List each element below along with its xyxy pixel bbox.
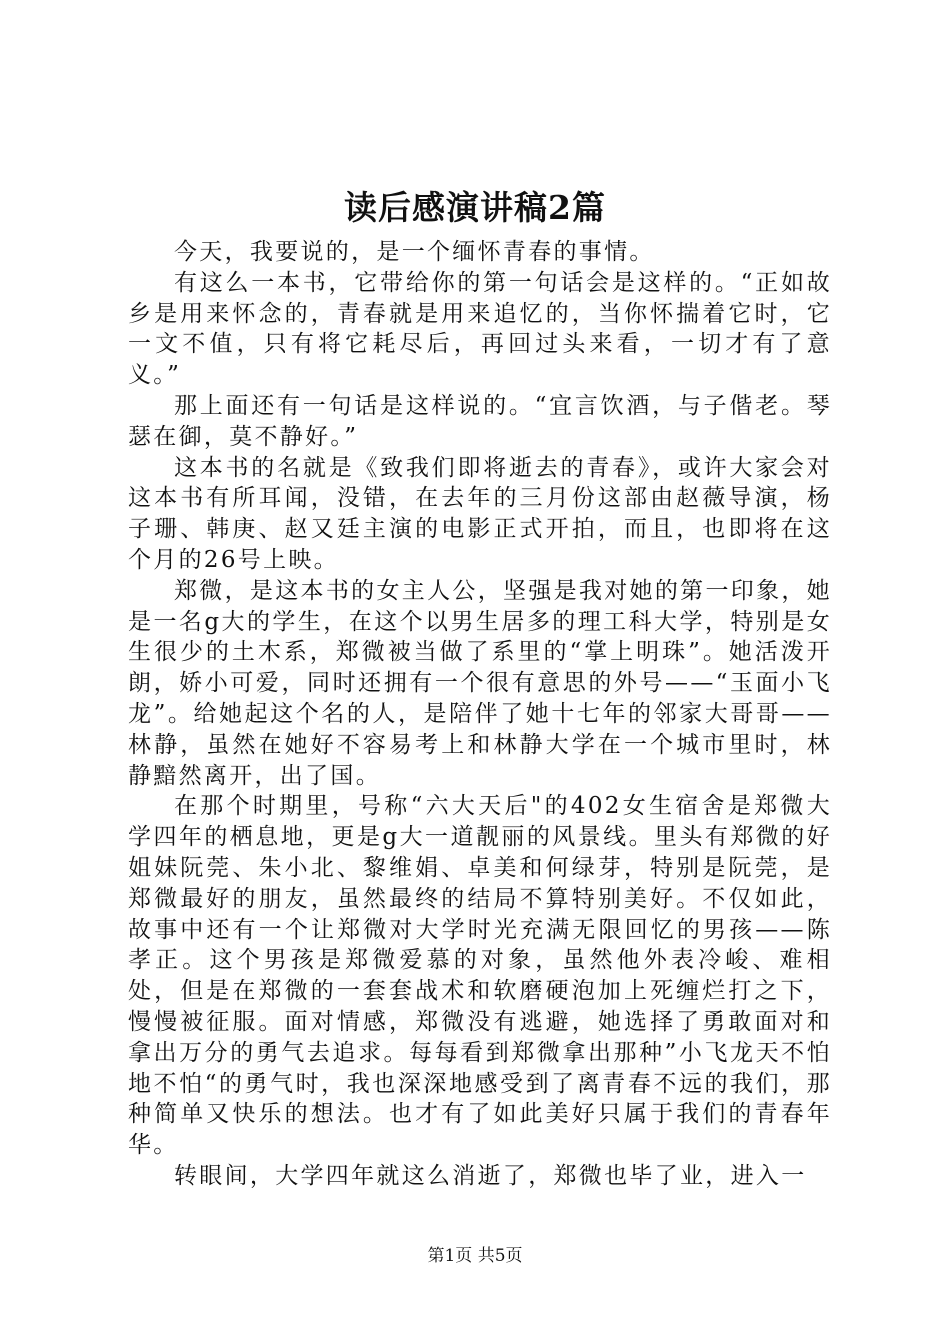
- paragraph-7: 转眼间，大学四年就这么消逝了，郑微也毕了业，进入一: [174, 1162, 807, 1189]
- paragraph-5: 郑微，是这本书的女主人公，坚强是我对她的第一印象，她是一名g大的学生，在这个以男生居多的理工科大学，特别是女生很少的土木系，郑微被当做了系里的“掌上明珠”。她活泼开朗，娇小可爱，同时还拥有一个很有意思的外号——“玉面小飞龙”。给她起这个名的人，是陪伴了她十七年的邻家大哥哥——林静，虽然在她好不容易考上和林静大学在一个城市里时，林静黯然离开，出了国。: [128, 577, 832, 789]
- document-title: 读后感演讲稿2篇: [344, 188, 606, 227]
- paragraph-2: 有这么一本书，它带给你的第一句话会是这样的。“正如故乡是用来怀念的，青春就是用来追忆的，当你怀揣着它时，它一文不值，只有将它耗尽后，再回过头来看，一切才有了意义。”: [128, 269, 832, 389]
- paragraph-1: 今天，我要说的，是一个缅怀青春的事情。: [174, 239, 655, 265]
- document-body: [128, 237, 832, 1192]
- paragraph-6: 在那个时期里，号称“六大天后"的402女生宿舍是郑微大学四年的栖息地，更是g大一道靓丽的风景线。里头有郑微的好姐妹阮莞、朱小北、黎维娟、卓美和何绿芽，特别是阮莞，是郑微最好的朋友，虽然最终的结局不算特别美好。不仅如此，故事中还有一个让郑微对大学时光充满无限回忆的男孩——陈孝正。这个男孩是郑微爱慕的对象，虽然他外表冷峻、难相处，但是在郑微的一套套战术和软磨硬泡加上死缠烂打之下，慢慢被征服。面对情感，郑微没有逃避，她选择了勇敢面对和拿出万分的勇气去追求。每每看到郑微拿出那种”小飞龙天不怕地不怕“的勇气时，我也深深地感受到了离青春不远的我们，那种简单又快乐的想法。也才有了如此美好只属于我们的青春年华。: [128, 793, 832, 1159]
- page-footer: 第1页 共5页: [427, 1246, 523, 1266]
- paragraph-4: 这本书的名就是《致我们即将逝去的青春》，或许大家会对这本书有所耳闻，没错，在去年的三月份这部由赵薇导演，杨子珊、韩庚、赵又廷主演的电影正式开拍，而且，也即将在这个月的26号上映。: [128, 454, 832, 573]
- paragraph-3: 那上面还有一句话是这样说的。“宜言饮酒，与子偕老。琴瑟在御，莫不静好。”: [128, 392, 832, 450]
